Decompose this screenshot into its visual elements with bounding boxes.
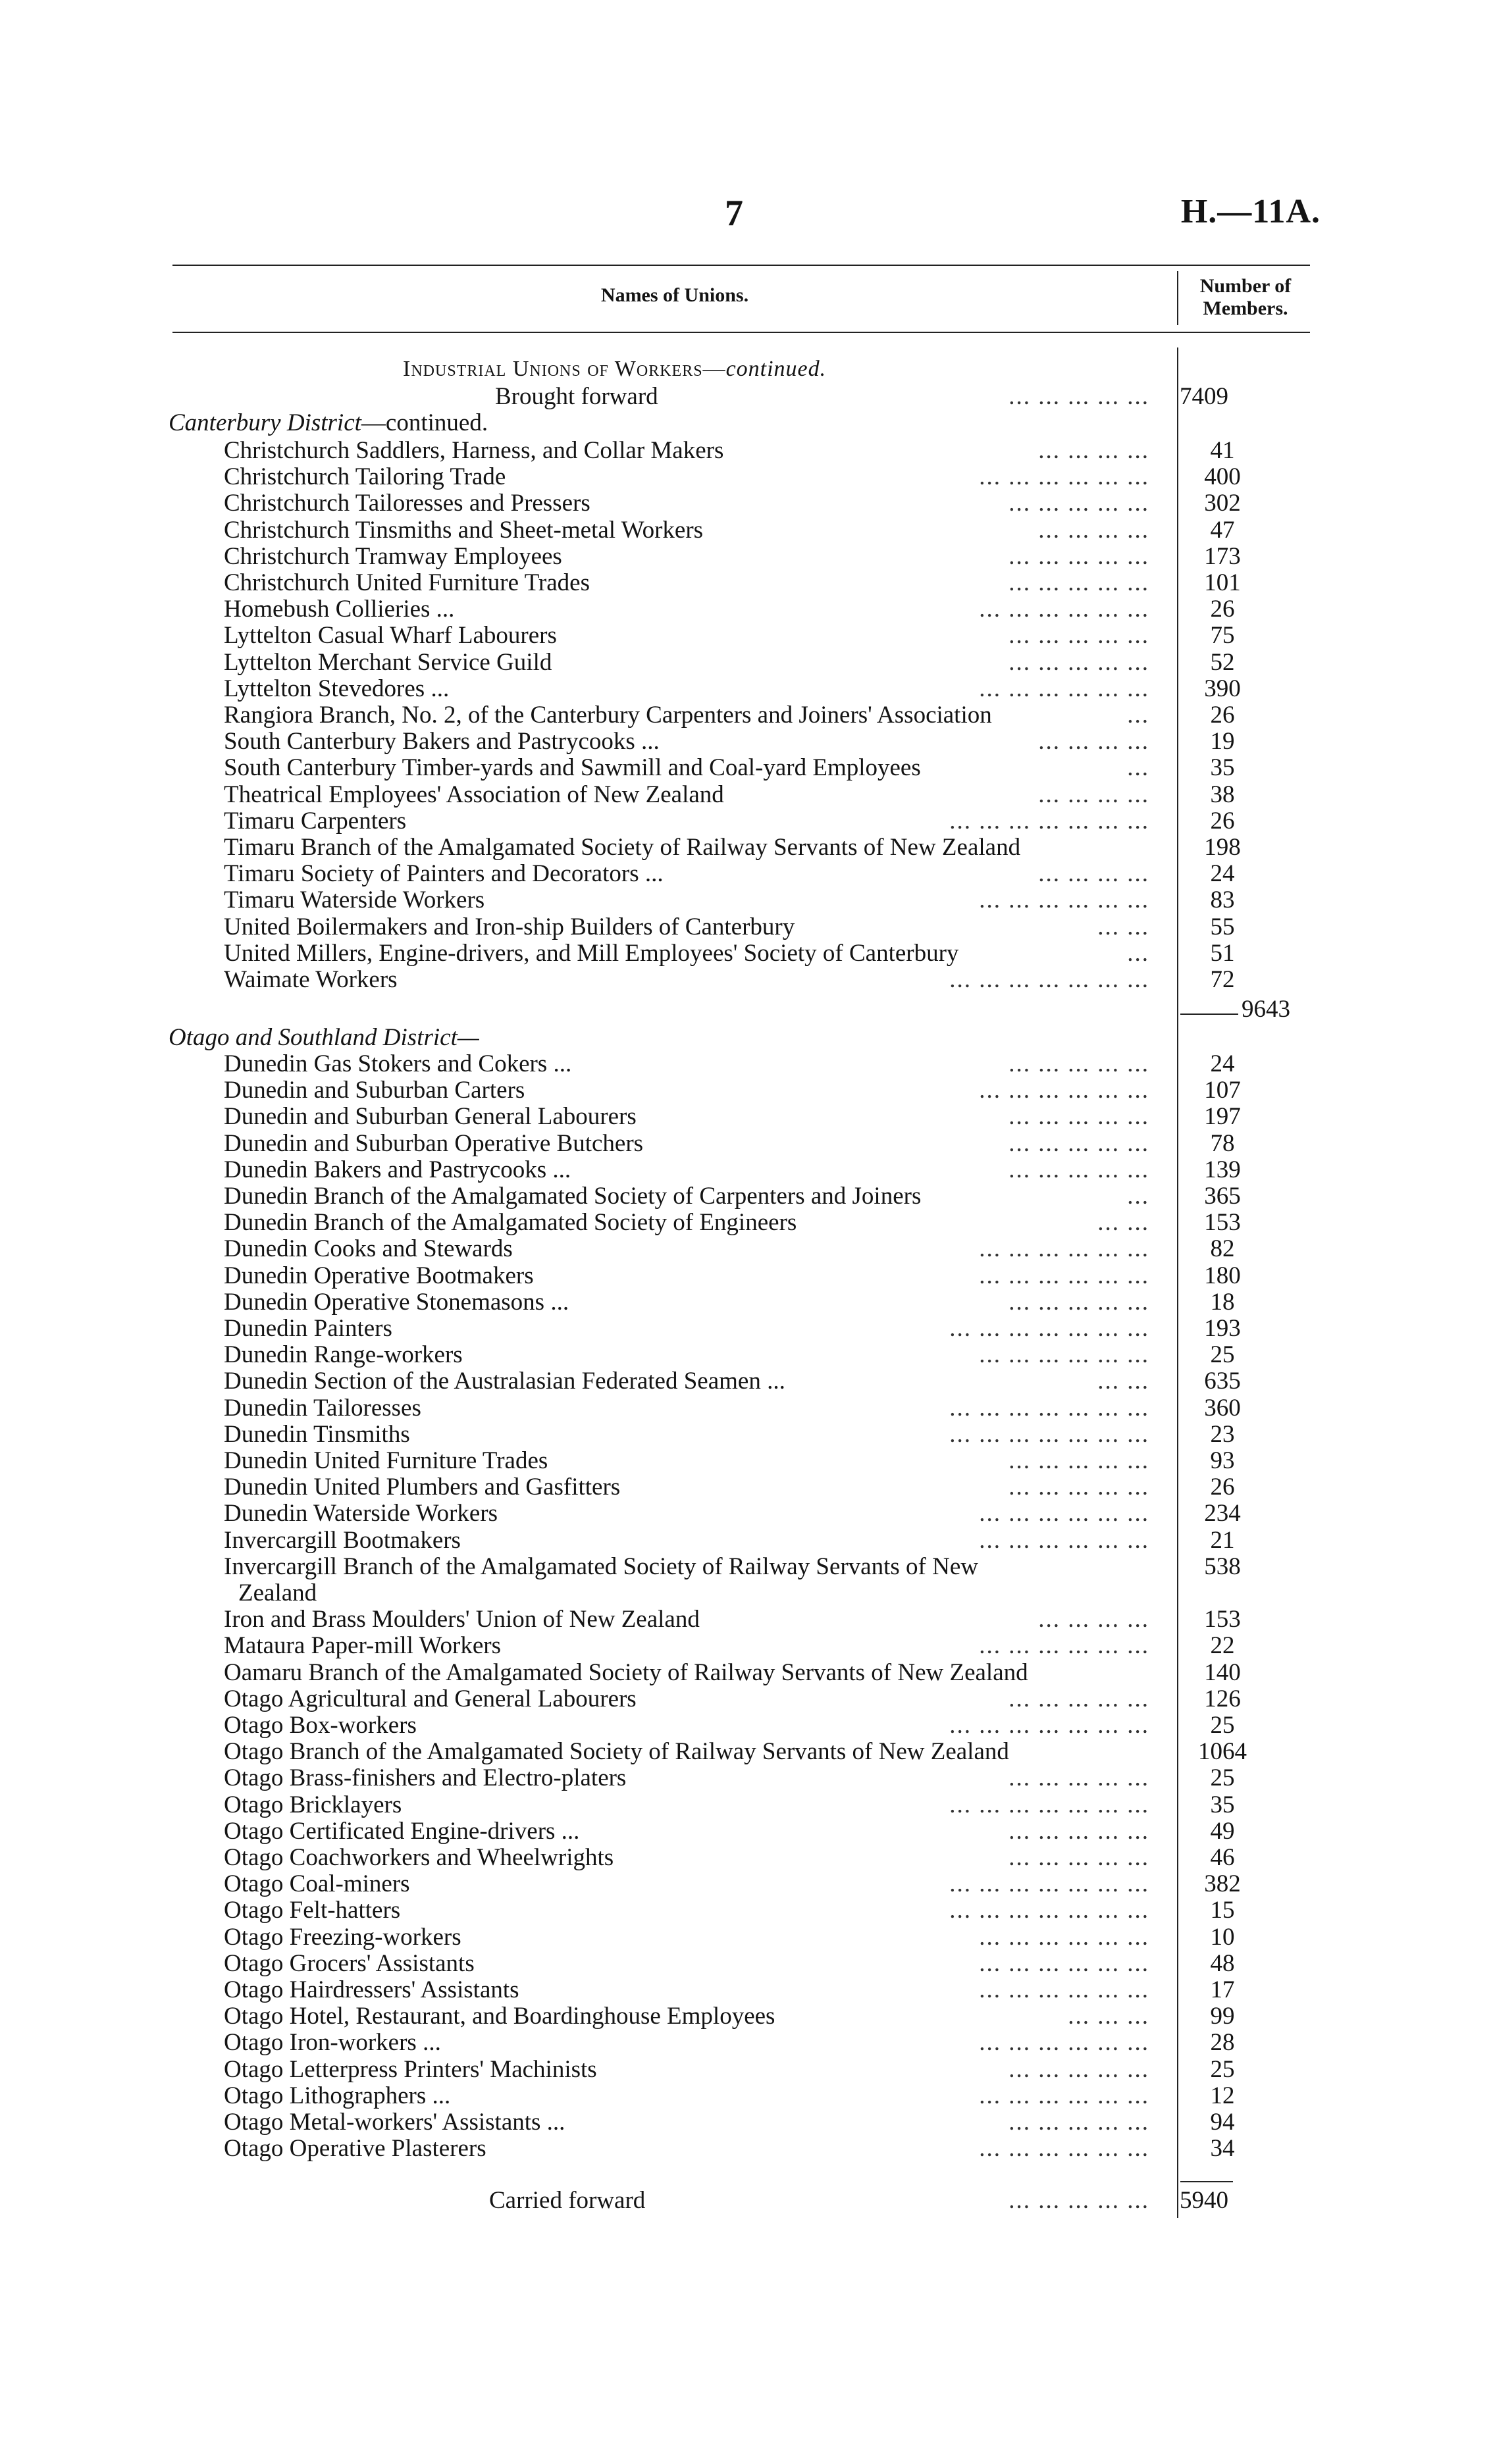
- table-row: [172, 464, 1310, 490]
- table-row: [172, 1792, 1310, 1818]
- section-title: [403, 357, 826, 382]
- member-count: 78: [1210, 1129, 1235, 1157]
- union-name: United Boilermakers and Iron-ship Builders of Canterbury: [224, 913, 795, 940]
- carried-forward-value: 5940: [1180, 2187, 1228, 2214]
- dot-leader: ... ... ... ... ...: [1008, 1685, 1149, 1712]
- header-column-divider: [1177, 271, 1178, 325]
- section-title-continued: continued.: [725, 357, 827, 381]
- union-name: Homebush Collieries ...: [224, 596, 455, 623]
- canterbury-subtotal-rule: [1180, 1014, 1238, 1015]
- table-row: [172, 1554, 1310, 1580]
- table-row: [172, 834, 1310, 861]
- union-name: Otago Coal-miners: [224, 1870, 410, 1898]
- union-name: Dunedin Branch of the Amalgamated Society of Engineers: [224, 1209, 797, 1237]
- union-name: Dunedin Tailoresses: [224, 1394, 421, 1422]
- union-name: Timaru Carpenters: [224, 807, 407, 834]
- member-count: 51: [1210, 939, 1235, 967]
- dot-leader: ... ... ... ... ...: [1008, 542, 1149, 570]
- dot-leader: ... ... ... ... ... ... ...: [949, 1420, 1149, 1448]
- dot-leader: ... ... ... ... ... ...: [979, 1341, 1149, 1369]
- table-row: [172, 490, 1310, 517]
- dot-leader: ... ... ... ... ... ...: [979, 2135, 1149, 2163]
- member-count: 360: [1204, 1394, 1241, 1422]
- dot-leader: ...: [1127, 702, 1149, 729]
- dot-leader: ... ... ... ... ...: [1008, 622, 1149, 650]
- table-row: [172, 940, 1310, 967]
- dot-leader: ... ... ... ... ...: [1008, 1103, 1149, 1131]
- dot-leader: ... ... ... ... ...: [1008, 1764, 1149, 1792]
- carried-forward-rule: [1180, 2181, 1233, 2182]
- dot-leader: ... ... ... ... ... ...: [979, 1976, 1149, 2003]
- dot-leader: ... ... ... ... ... ... ...: [949, 1315, 1149, 1342]
- union-name: Dunedin Gas Stokers and Cokers ...: [224, 1050, 572, 1077]
- member-count: 25: [1210, 2055, 1235, 2083]
- member-count: 35: [1210, 754, 1235, 782]
- dot-leader: ... ... ... ... ... ... ...: [949, 966, 1149, 993]
- member-count: 52: [1210, 648, 1235, 676]
- dot-leader: ... ...: [1097, 1209, 1149, 1237]
- dot-leader: ... ... ... ... ... ...: [979, 1923, 1149, 1951]
- union-name: Otago Box-workers: [224, 1712, 417, 1739]
- dot-leader: ... ... ... ...: [1038, 860, 1149, 888]
- table-row: [172, 1210, 1310, 1236]
- table-row: [172, 861, 1310, 887]
- member-count: 49: [1210, 1817, 1235, 1845]
- member-count: 23: [1210, 1420, 1235, 1448]
- union-name: Dunedin United Plumbers and Gasfitters: [224, 1474, 621, 1501]
- union-name: Dunedin Waterside Workers: [224, 1500, 498, 1527]
- member-count: 25: [1210, 1712, 1235, 1739]
- union-name: Zealand: [238, 1579, 317, 1606]
- member-count: 26: [1210, 596, 1235, 623]
- dot-leader: ...: [1127, 754, 1149, 782]
- table-row: [172, 1395, 1310, 1422]
- union-name: Otago Bricklayers: [224, 1791, 402, 1818]
- member-count: 139: [1204, 1156, 1241, 1183]
- union-name: Theatrical Employees' Association of New Zealand: [224, 781, 724, 808]
- dot-leader: ... ... ... ... ... ...: [979, 1235, 1149, 1263]
- union-name: Otago Hairdressers' Assistants: [224, 1976, 519, 2003]
- member-count: 101: [1204, 569, 1241, 596]
- column-header-members: [1180, 275, 1311, 320]
- union-name: Dunedin Operative Stonemasons ...: [224, 1288, 569, 1316]
- brought-forward-row: [172, 384, 1310, 410]
- table-row: [172, 1342, 1310, 1368]
- member-count: 18: [1210, 1288, 1235, 1316]
- member-count: 302: [1204, 490, 1241, 517]
- table-row: [172, 596, 1310, 623]
- member-count: 382: [1204, 1870, 1241, 1898]
- brought-forward-label: Brought forward: [495, 383, 658, 410]
- table-row: [172, 2109, 1310, 2136]
- union-name: Christchurch Tailoresses and Pressers: [224, 490, 590, 517]
- member-count: 197: [1204, 1103, 1241, 1131]
- union-name: Timaru Society of Painters and Decorators ...: [224, 860, 664, 888]
- member-count: 35: [1210, 1791, 1235, 1818]
- canterbury-heading-continued: —continued.: [361, 409, 488, 436]
- union-name: Dunedin Cooks and Stewards: [224, 1235, 513, 1263]
- union-name: Dunedin Branch of the Amalgamated Society of Carpenters and Joiners: [224, 1183, 922, 1210]
- table-row: [172, 1897, 1310, 1924]
- dot-leader: ... ... ... ... ... ... ...: [949, 807, 1149, 834]
- dot-leader: ... ... ... ... ...: [1008, 1129, 1149, 1157]
- table-row: [172, 1104, 1310, 1130]
- union-name: Lyttelton Casual Wharf Labourers: [224, 622, 557, 650]
- union-name: Christchurch Saddlers, Harness, and Collar Makers: [224, 437, 724, 464]
- union-name: Otago Grocers' Assistants: [224, 1949, 475, 1977]
- table-row: [172, 1606, 1310, 1633]
- member-count: 82: [1210, 1235, 1235, 1263]
- table-row: [172, 1660, 1310, 1686]
- member-count: 47: [1210, 516, 1235, 544]
- dot-leader: ... ... ... ... ... ...: [979, 1632, 1149, 1660]
- column-header-names: Names of Unions.: [600, 284, 749, 306]
- member-count: 153: [1204, 1209, 1241, 1237]
- union-name: Dunedin Operative Bootmakers: [224, 1262, 534, 1289]
- dot-leader: ... ... ... ... ... ...: [979, 2029, 1149, 2057]
- table-row: [172, 623, 1310, 649]
- dot-leader: ... ... ... ... ...: [1008, 648, 1149, 676]
- union-name: Christchurch United Furniture Trades: [224, 569, 590, 596]
- member-count: 635: [1204, 1368, 1241, 1395]
- table-row: [172, 967, 1310, 993]
- union-name: Otago Operative Plasterers: [224, 2135, 486, 2163]
- table-row: [172, 914, 1310, 940]
- dot-leader: ... ... ... ... ... ...: [979, 675, 1149, 702]
- dot-leader: ... ... ... ... ... ...: [979, 2082, 1149, 2109]
- dot-leader: ... ... ... ... ...: [1008, 490, 1149, 517]
- union-name: Otago Felt-hatters: [224, 1897, 401, 1924]
- member-count: 234: [1204, 1500, 1241, 1527]
- member-count: 24: [1210, 860, 1235, 888]
- member-count: 198: [1204, 834, 1241, 861]
- union-name: South Canterbury Bakers and Pastrycooks ...: [224, 728, 660, 756]
- dot-leader: ... ... ... ... ...: [1008, 1288, 1149, 1316]
- union-name: Waimate Workers: [224, 966, 398, 993]
- table-row: [172, 438, 1310, 464]
- member-count: 55: [1210, 913, 1235, 940]
- union-name: Dunedin United Furniture Trades: [224, 1447, 548, 1474]
- member-count: 180: [1204, 1262, 1241, 1289]
- table-row: [172, 1236, 1310, 1262]
- member-count: 25: [1210, 1764, 1235, 1792]
- table-row: [172, 1765, 1310, 1791]
- dot-leader: ... ... ... ... ... ...: [979, 886, 1149, 914]
- member-count: 390: [1204, 675, 1241, 702]
- table-row: [172, 1818, 1310, 1845]
- table-row: [172, 1183, 1310, 1210]
- member-count: 28: [1210, 2029, 1235, 2057]
- dot-leader: ... ... ... ... ...: [1008, 1844, 1149, 1871]
- table-row: [172, 1871, 1310, 1897]
- union-name: Otago Metal-workers' Assistants ...: [224, 2109, 565, 2136]
- union-name: Invercargill Branch of the Amalgamated Society of Railway Servants of New: [224, 1553, 978, 1580]
- table-row: [172, 1580, 1310, 1606]
- canterbury-subtotal: 9643: [1242, 996, 1290, 1023]
- member-count: 38: [1210, 781, 1235, 808]
- table-row: [172, 1686, 1310, 1712]
- union-name: Oamaru Branch of the Amalgamated Society of Railway Servants of New Zealand: [224, 1658, 1028, 1686]
- dot-leader: ... ... ... ... ... ...: [979, 1949, 1149, 1977]
- dot-leader: ... ... ... ...: [1038, 781, 1149, 808]
- table-row: [172, 2136, 1310, 2162]
- union-name: Dunedin Range-workers: [224, 1341, 463, 1369]
- table-row: [172, 1263, 1310, 1289]
- table-row: [172, 808, 1310, 834]
- dot-leader: ... ... ... ... ... ...: [979, 1077, 1149, 1104]
- union-name: Dunedin Bakers and Pastrycooks ...: [224, 1156, 571, 1183]
- member-count: 21: [1210, 1526, 1235, 1554]
- union-name: Timaru Branch of the Amalgamated Society of Railway Servants of New Zealand: [224, 834, 1021, 861]
- member-count: 25: [1210, 1341, 1235, 1369]
- union-name: Otago Agricultural and General Labourers: [224, 1685, 637, 1712]
- document-reference: H.—11A.: [1180, 193, 1321, 230]
- column-header-members-line1: Number of: [1199, 275, 1292, 297]
- union-name: Mataura Paper-mill Workers: [224, 1632, 501, 1660]
- member-count: 26: [1210, 1474, 1235, 1501]
- member-count: 140: [1204, 1658, 1241, 1686]
- union-name: Otago Freezing-workers: [224, 1923, 461, 1951]
- union-name: Otago Letterpress Printers' Machinists: [224, 2055, 597, 2083]
- union-name: Dunedin and Suburban Operative Butchers: [224, 1129, 644, 1157]
- member-count: 126: [1204, 1685, 1241, 1712]
- dot-leader: ... ... ... ... ... ... ...: [949, 1394, 1149, 1422]
- dot-leader: ... ... ... ... ...: [1008, 2055, 1149, 2083]
- table-row: [172, 1527, 1310, 1554]
- dot-leader: ... ... ... ... ...: [1008, 1156, 1149, 1183]
- member-count: 94: [1210, 2109, 1235, 2136]
- member-count: 48: [1210, 1949, 1235, 1977]
- dot-leader: ... ... ... ... ...: [1008, 569, 1149, 596]
- member-count: 46: [1210, 1844, 1235, 1871]
- table-row: [172, 650, 1310, 676]
- dot-leader: ... ... ... ... ...: [1008, 1817, 1149, 1845]
- union-name: Otago Certificated Engine-drivers ...: [224, 1817, 580, 1845]
- dot-leader: ... ... ... ... ...: [1008, 2109, 1149, 2136]
- dot-leader: ...: [1127, 939, 1149, 967]
- member-count: 400: [1204, 463, 1241, 491]
- dot-leader: ... ... ... ... ... ... ...: [949, 1897, 1149, 1924]
- union-name: South Canterbury Timber-yards and Sawmill and Coal-yard Employees: [224, 754, 921, 782]
- union-name: Christchurch Tinsmiths and Sheet-metal Workers: [224, 516, 704, 544]
- table-row: [172, 702, 1310, 729]
- table-row: [172, 1712, 1310, 1739]
- table-row: [172, 544, 1310, 570]
- member-count: 41: [1210, 437, 1235, 464]
- dot-leader: ... ... ... ...: [1038, 728, 1149, 756]
- brought-forward-leader: ... ... ... ... ...: [1008, 383, 1149, 410]
- dot-leader: ... ... ... ... ... ... ...: [949, 1791, 1149, 1818]
- dot-leader: ... ... ... ...: [1038, 516, 1149, 544]
- table-row: [172, 2030, 1310, 2056]
- page-number: 7: [725, 193, 743, 234]
- table-row: [172, 1157, 1310, 1183]
- table-row: [172, 782, 1310, 808]
- dot-leader: ... ...: [1097, 1368, 1149, 1395]
- member-count: 93: [1210, 1447, 1235, 1474]
- member-count: 22: [1210, 1632, 1235, 1660]
- union-name: Rangiora Branch, No. 2, of the Canterbury Carpenters and Joiners' Association: [224, 702, 992, 729]
- section-title-main: Industrial Unions of Workers—: [403, 357, 726, 381]
- table-row: [172, 1368, 1310, 1395]
- dot-leader: ... ... ... ... ...: [1008, 1474, 1149, 1501]
- union-name: Lyttelton Stevedores ...: [224, 675, 450, 702]
- canterbury-heading-name: Canterbury District: [169, 409, 361, 436]
- union-name: Otago Iron-workers ...: [224, 2029, 441, 2057]
- dot-leader: ... ... ... ... ...: [1008, 1447, 1149, 1474]
- table-row: [172, 676, 1310, 702]
- brought-forward-value: 7409: [1180, 383, 1228, 410]
- member-count: 19: [1210, 728, 1235, 756]
- member-count: 1064: [1198, 1738, 1247, 1766]
- table-row: [172, 2003, 1310, 2030]
- dot-leader: ... ... ... ... ... ...: [979, 1526, 1149, 1554]
- member-count: 26: [1210, 702, 1235, 729]
- table-top-rule: [172, 265, 1310, 266]
- member-count: 10: [1210, 1923, 1235, 1951]
- union-name: Dunedin and Suburban Carters: [224, 1077, 525, 1104]
- member-count: 538: [1204, 1553, 1241, 1580]
- table-row: [172, 570, 1310, 596]
- member-count: 26: [1210, 807, 1235, 834]
- union-name: Dunedin Section of the Australasian Federated Seamen ...: [224, 1368, 785, 1395]
- member-count: 34: [1210, 2135, 1235, 2163]
- member-count: 365: [1204, 1183, 1241, 1210]
- union-name: Dunedin Painters: [224, 1315, 392, 1342]
- table-row: [172, 729, 1310, 755]
- table-row: [172, 755, 1310, 781]
- union-name: Christchurch Tailoring Trade: [224, 463, 506, 491]
- member-count: 107: [1204, 1077, 1241, 1104]
- member-count: 193: [1204, 1315, 1241, 1342]
- dot-leader: ... ... ... ... ... ...: [979, 1500, 1149, 1527]
- union-name: United Millers, Engine-drivers, and Mill Employees' Society of Canterbury: [224, 939, 959, 967]
- member-count: 75: [1210, 622, 1235, 650]
- table-row: [172, 887, 1310, 913]
- dot-leader: ... ... ... ...: [1038, 1606, 1149, 1633]
- dot-leader: ... ... ... ... ... ...: [979, 596, 1149, 623]
- union-name: Iron and Brass Moulders' Union of New Zealand: [224, 1606, 700, 1633]
- carried-forward-row: [172, 2188, 1310, 2214]
- table-row: [172, 1633, 1310, 1659]
- member-count: 15: [1210, 1897, 1235, 1924]
- member-count: 83: [1210, 886, 1235, 914]
- union-name: Timaru Waterside Workers: [224, 886, 485, 914]
- member-count: 153: [1204, 1606, 1241, 1633]
- table-row: [172, 1977, 1310, 2003]
- carried-forward-label: Carried forward: [489, 2187, 646, 2214]
- member-count: 72: [1210, 966, 1235, 993]
- canterbury-district-heading: [169, 410, 488, 436]
- table-row: [172, 1316, 1310, 1342]
- table-row: [172, 1924, 1310, 1951]
- table-header-bottom-rule: [172, 332, 1310, 333]
- union-name: Otago Brass-finishers and Electro-platers: [224, 1764, 627, 1792]
- table-row: [172, 2057, 1310, 2083]
- union-name: Otago Hotel, Restaurant, and Boardinghouse Employees: [224, 2003, 775, 2030]
- otago-district-heading: [169, 1025, 479, 1051]
- table-row: [172, 1501, 1310, 1527]
- table-row: [172, 2083, 1310, 2109]
- table-row: [172, 1951, 1310, 1977]
- dot-leader: ... ... ... ... ... ... ...: [949, 1870, 1149, 1898]
- dot-leader: ... ... ... ... ...: [1008, 1050, 1149, 1077]
- table-row: [172, 1739, 1310, 1765]
- table-row: [172, 1077, 1310, 1104]
- dot-leader: ... ... ...: [1068, 2003, 1149, 2030]
- carried-forward-leader: ... ... ... ... ...: [1008, 2187, 1149, 2214]
- union-name: Dunedin and Suburban General Labourers: [224, 1103, 637, 1131]
- member-count: 12: [1210, 2082, 1235, 2109]
- member-count: 17: [1210, 1976, 1235, 2003]
- table-row: [172, 517, 1310, 544]
- table-row: [172, 1845, 1310, 1871]
- table-row: [172, 1448, 1310, 1474]
- union-name: Otago Lithographers ...: [224, 2082, 451, 2109]
- table-row: [172, 1051, 1310, 1077]
- union-name: Invercargill Bootmakers: [224, 1526, 461, 1554]
- union-name: Otago Branch of the Amalgamated Society of Railway Servants of New Zealand: [224, 1738, 1009, 1766]
- union-name: Lyttelton Merchant Service Guild: [224, 648, 552, 676]
- member-count: 99: [1210, 2003, 1235, 2030]
- union-name: Otago Coachworkers and Wheelwrights: [224, 1844, 614, 1871]
- dot-leader: ... ... ... ... ... ...: [979, 1262, 1149, 1289]
- table-row: [172, 1422, 1310, 1448]
- dot-leader: ... ...: [1097, 913, 1149, 940]
- table-row: [172, 1474, 1310, 1501]
- member-count: 24: [1210, 1050, 1235, 1077]
- union-name: Christchurch Tramway Employees: [224, 542, 562, 570]
- table-row: [172, 1289, 1310, 1316]
- dot-leader: ... ... ... ...: [1038, 437, 1149, 464]
- union-name: Dunedin Tinsmiths: [224, 1420, 410, 1448]
- dot-leader: ... ... ... ... ... ...: [979, 463, 1149, 491]
- table-row: [172, 1131, 1310, 1157]
- member-count: 173: [1204, 542, 1241, 570]
- dot-leader: ...: [1127, 1183, 1149, 1210]
- column-header-members-line2: Members.: [1203, 297, 1288, 319]
- otago-heading-name: Otago and Southland District—: [169, 1024, 479, 1051]
- dot-leader: ... ... ... ... ... ... ...: [949, 1712, 1149, 1739]
